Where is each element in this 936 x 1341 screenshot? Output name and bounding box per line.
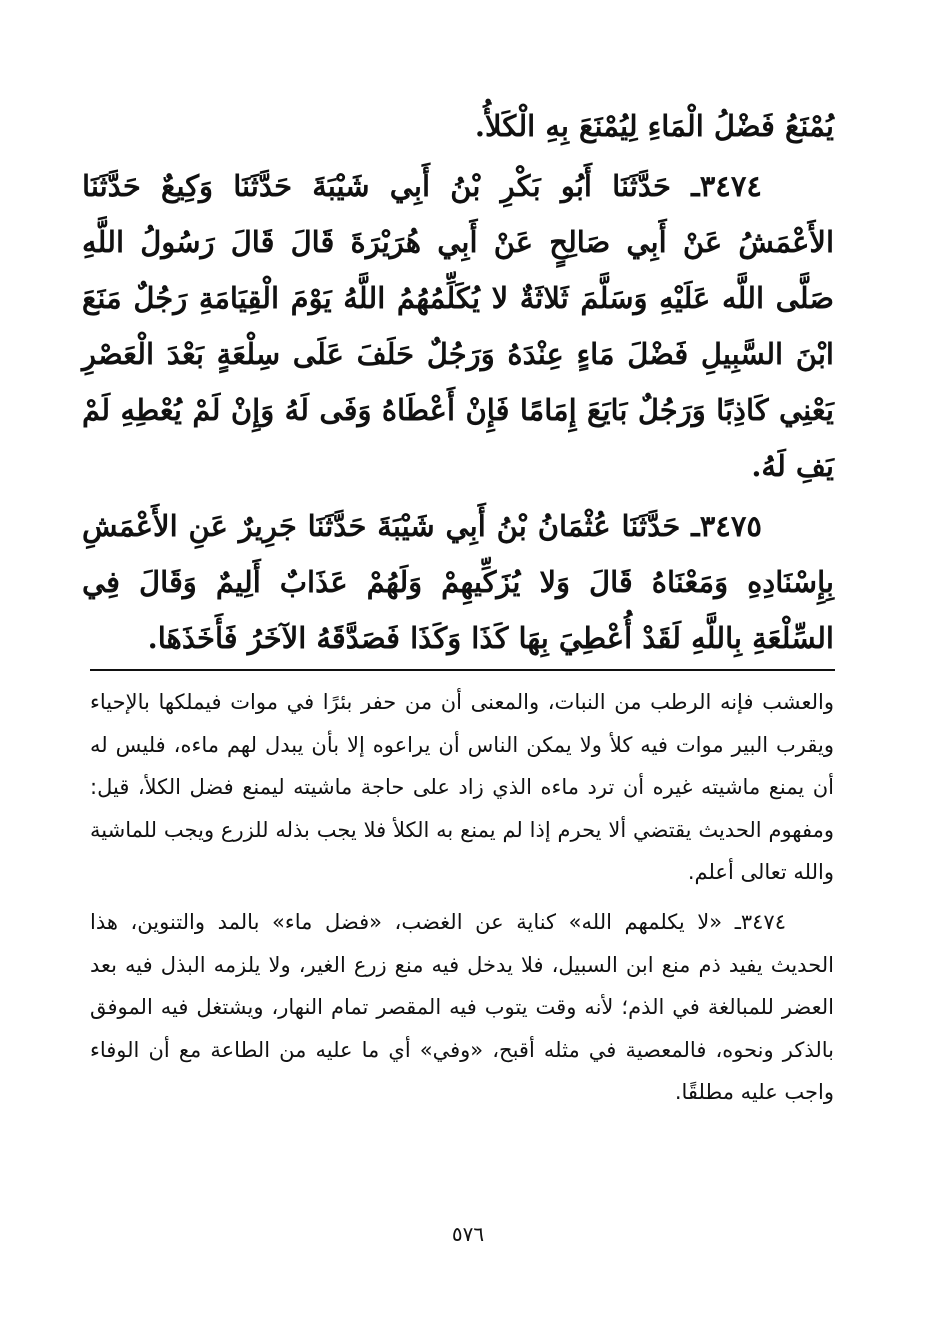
commentary-text: والعشب فإنه الرطب من النبات، والمعنى أن من حفر بئرًا في موات فيملكها بالإحياء ويقرب البير موات فيه كلأ ولا يمكن الناس أن يراعوه إلا بأن يبدل لهم ماءه، فليس له أن يمنع ماشيته غيره أن ترد ماءه الذي زاد على حاجة ماشيته ليمنع فضل الكلأ، قيل: ومفهوم الحديث يقتضي ألا يحرم إذا لم يمنع به الكلأ فلا يجب بذله للزرع ويجب للماشية والله تعالى أعلم. bbox=[90, 690, 834, 885]
hadith-text-block bbox=[82, 98, 834, 670]
page-number: ٥٧٦ bbox=[451, 1222, 485, 1246]
continuation-line bbox=[82, 98, 834, 154]
hadith-number: ٣٤٧٥ bbox=[699, 509, 762, 543]
commentary-note-3474 bbox=[90, 901, 834, 1114]
hadith-3475 bbox=[82, 498, 834, 666]
commentary-paragraph bbox=[90, 681, 834, 894]
hadith-3474 bbox=[82, 158, 834, 494]
note-number: ٣٤٧٤ bbox=[740, 909, 786, 934]
hadith-body: ـ حَدَّثَنَا عُثْمَانُ بْنُ أَبِي شَيْبَةَ حَدَّثَنَا جَرِيرٌ عَنِ الأَعْمَشِ بِإِسْنَادِهِ وَمَعْنَاهُ قَالَ وَلا يُزَكِّيهِمْ وَلَهُمْ عَذَابٌ أَلِيمٌ وَقَالَ فِي السِّلْعَةِ بِاللَّهِ لَقَدْ أُعْطِيَ بِهَا كَذَا وَكَذَا فَصَدَّقَهُ الآخَرُ فَأَخَذَهَا. bbox=[82, 509, 834, 655]
continuation-text: يُمْنَعُ فَضْلُ الْمَاءِ لِيُمْنَعَ بِهِ الْكَلأُ. bbox=[474, 109, 834, 143]
hadith-body: ـ حَدَّثَنَا أَبُو بَكْرِ بْنُ أَبِي شَيْبَةَ حَدَّثَنَا وَكِيعٌ حَدَّثَنَا الأَعْمَشُ عَنْ أَبِي صَالِحٍ عَنْ أَبِي هُرَيْرَةَ قَالَ قَالَ رَسُولُ اللَّهِ صَلَّى اللَّه عَلَيْهِ وَسَلَّمَ ثَلاثَةٌ لا يُكَلِّمُهُمُ اللَّهُ يَوْمَ الْقِيَامَةِ رَجُلٌ مَنَعَ ابْنَ السَّبِيلِ فَضْلَ مَاءٍ عِنْدَهُ وَرَجُلٌ حَلَفَ عَلَى سِلْعَةٍ بَعْدَ الْعَصْرِ يَعْنِي كَاذِبًا وَرَجُلٌ بَايَعَ إِمَامًا فَإِنْ أَعْطَاهُ وَفَى لَهُ وَإِنْ لَمْ يُعْطِهِ لَمْ يَفِ لَهُ. bbox=[82, 169, 834, 483]
hadith-number: ٣٤٧٤ bbox=[699, 169, 762, 203]
note-text: ـ «لا يكلمهم الله» كناية عن الغضب، «فضل ماء» بالمد والتنوين، هذا الحديث يفيد ذم منع ابن السبيل، فلا يدخل فيه منع زرع الغير، ولا يلزمه البذل فيه بعد العضر للمبالغة في الذم؛ لأنه وقت يتوب فيه المقصر تمام النهار، ويشتغل فيه الموفق بالذكر ونحوه، فالمعصية في مثله أقبح، «وفي» أي ما عليه من الطاعة مع أن الوفاء واجب عليه مطلقًا. bbox=[90, 909, 834, 1105]
footnote-separator bbox=[90, 669, 835, 671]
commentary-block bbox=[90, 681, 834, 1121]
